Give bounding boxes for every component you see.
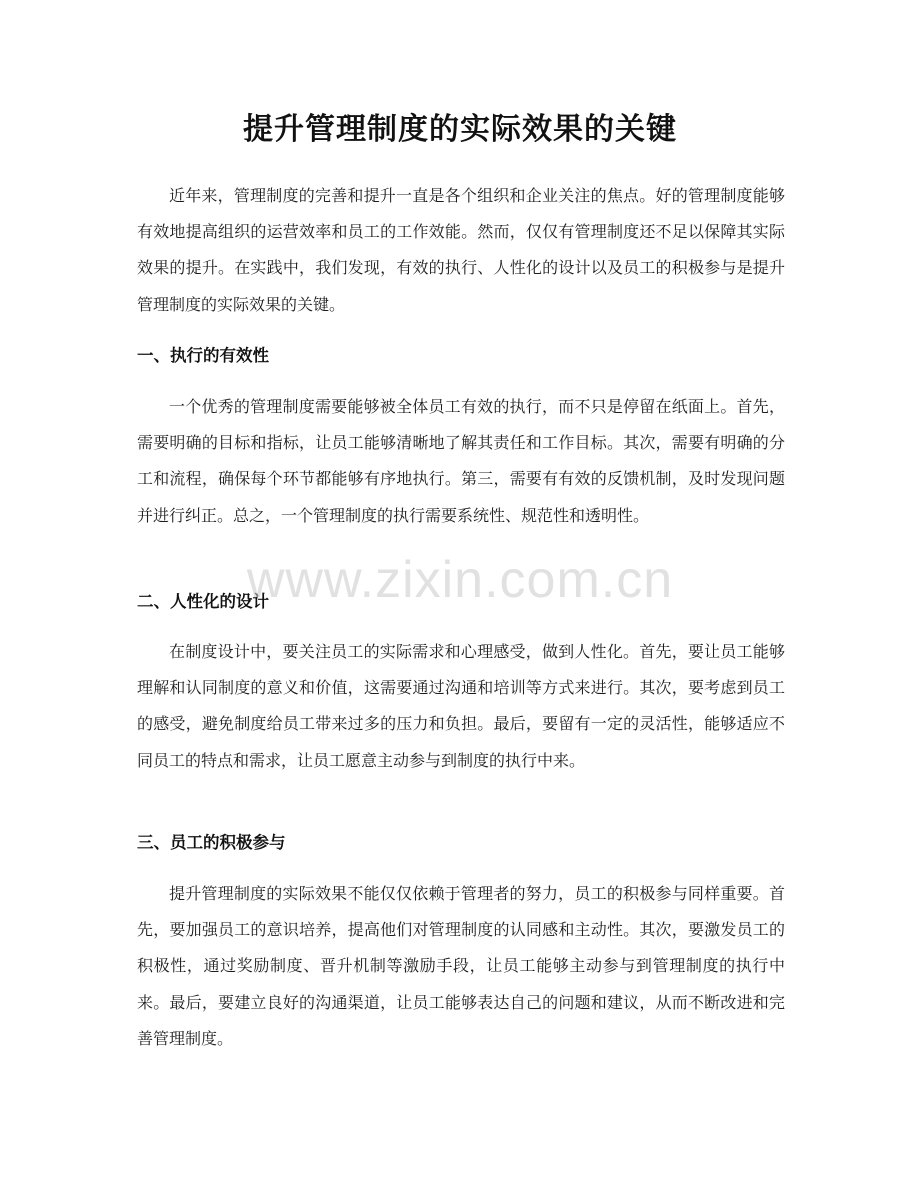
section-body-execution: 一个优秀的管理制度需要能够被全体员工有效的执行，而不只是停留在纸面上。首先，需要明确的目标和指标，让员工能够清晰地了解其责任和工作目标。其次，需要有明确的分工和流程，确保每个环节都能够有序地执行。第三，需要有有效的反馈机制，及时发现问题并进行纠正。总之，一个管理制度的执行需要系统性、规范性和透明性。 (137, 397, 785, 525)
section-body-participation: 提升管理制度的实际效果不能仅仅依赖于管理者的努力，员工的积极参与同样重要。首先，要加强员工的意识培养，提高他们对管理制度的认同感和主动性。其次，要激发员工的积极性，通过奖励制度、晋升机制等激励手段，让员工能够主动参与到管理制度的执行中来。最后，要建立良好的沟通渠道，让员工能够表达自己的问题和建议，从而不断改进和完善管理制度。 (137, 884, 785, 1048)
watermark: www.zixin.com.cn (246, 551, 674, 609)
section-body-design: 在制度设计中，要关注员工的实际需求和心理感受，做到人性化。首先，要让员工能够理解和认同制度的意义和价值，这需要通过沟通和培训等方式来进行。其次，要考虑到员工的感受，避免制度给员工带来过多的压力和负担。最后，要留有一定的灵活性，能够适应不同员工的特点和需求，让员工愿意主动参与到制度的执行中来。 (137, 642, 785, 770)
document-title: 提升管理制度的实际效果的关键 (243, 112, 677, 147)
section-heading-execution: 一、执行的有效性 (137, 346, 269, 365)
section-heading-participation: 三、员工的积极参与 (137, 833, 286, 852)
intro-paragraph: 近年来，管理制度的完善和提升一直是各个组织和企业关注的焦点。好的管理制度能够有效地提高组织的运营效率和员工的工作效能。然而，仅仅有管理制度还不足以保障其实际效果的提升。在实践中，我们发现，有效的执行、人性化的设计以及员工的积极参与是提升管理制度的实际效果的关键。 (137, 186, 785, 314)
section-heading-design: 二、人性化的设计 (137, 592, 269, 611)
